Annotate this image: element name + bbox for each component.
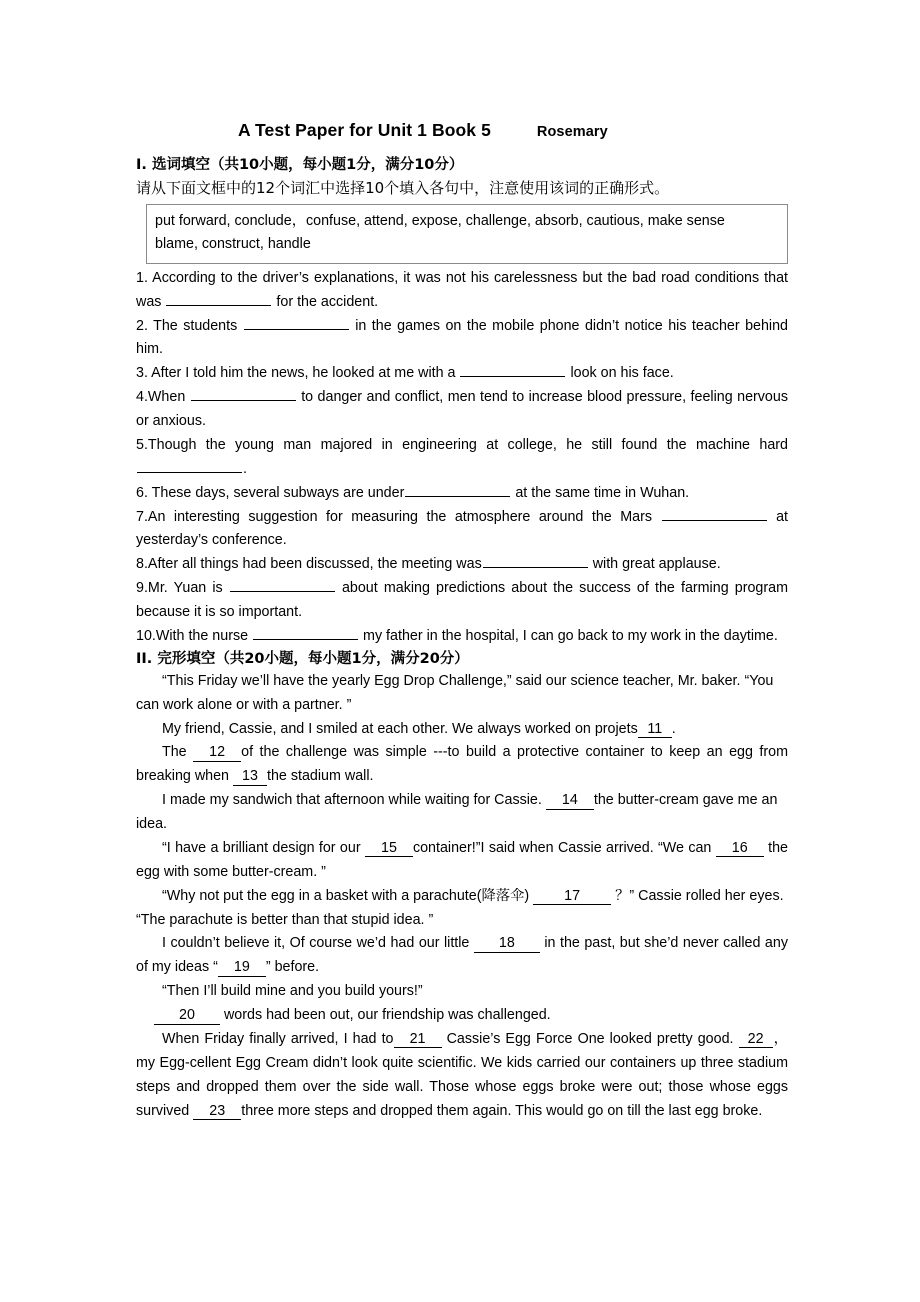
- cloze-blank-18[interactable]: 18: [474, 935, 540, 952]
- question-3-text-before: 3. After I told him the news, he looked at me with a: [136, 365, 456, 382]
- page-title-text: A Test Paper for Unit 1 Book 5: [238, 120, 491, 140]
- cloze-paragraph-7-before: I couldn’t believe it, Of course we’d had our little: [162, 935, 470, 952]
- cloze-paragraph-10-before: When Friday finally arrived, I had to: [162, 1030, 394, 1047]
- question-5-blank[interactable]: [137, 458, 242, 473]
- cloze-paragraph-2-before: My friend, Cassie, and I smiled at each other. We always worked on projets: [162, 720, 638, 737]
- cloze-paragraph-5-before: “I have a brilliant design for our: [162, 839, 361, 856]
- cloze-blank-16[interactable]: 16: [716, 840, 764, 857]
- question-4-text-after: to danger and conflict, men tend to increase blood pressure, feeling nervous or anxious.: [136, 389, 788, 430]
- question-8-text-after: with great applause.: [592, 556, 721, 573]
- section-one-heading: I. 选词填空（共10小题，每小题1分，满分10分）: [136, 157, 464, 173]
- cloze-paragraph-6-after: ？” Cassie rolled her eyes. “The parachute is better than that stupid idea. ”: [136, 887, 784, 928]
- question-7-text-after: at yesterday’s conference.: [136, 508, 788, 549]
- cloze-paragraph-1-text: “This Friday we’ll have the yearly Egg Drop Challenge,” said our science teacher, Mr. baker. “You can work alone or with a partner. ”: [136, 672, 774, 713]
- cloze-paragraph-5: [136, 837, 788, 885]
- cloze-blank-23[interactable]: 23: [193, 1103, 241, 1120]
- cloze-blank-20[interactable]: 20: [154, 1007, 220, 1024]
- page-title: [136, 120, 788, 141]
- cloze-paragraph-9: [136, 1004, 788, 1028]
- question-10-text-before: 10.With the nurse: [136, 627, 249, 644]
- question-2-text-before: 2. The students: [136, 317, 238, 334]
- cloze-blank-12[interactable]: 12: [193, 744, 241, 761]
- question-6-blank[interactable]: [405, 482, 510, 497]
- question-4: [136, 386, 788, 434]
- cloze-blank-17[interactable]: 17: [533, 888, 611, 905]
- word-bank-box: [146, 204, 788, 264]
- cloze-paragraph-2: [136, 718, 788, 742]
- question-4-text-before: 4.When: [136, 389, 186, 406]
- question-10: [136, 625, 788, 649]
- question-6: [136, 482, 788, 506]
- cloze-blank-14[interactable]: 14: [546, 792, 594, 809]
- word-bank-line-2: blame, construct, handle: [155, 235, 311, 252]
- question-9: [136, 577, 788, 625]
- cloze-paragraph-8: [136, 980, 788, 1004]
- cloze-paragraph-9-after: words had been out, our friendship was challenged.: [223, 1007, 551, 1024]
- cloze-paragraph-7-after: ” before.: [265, 959, 320, 976]
- question-1-text-before: 1. According to the driver’s explanations, it was not his carelessness but the bad road conditions that was: [136, 269, 788, 310]
- cloze-paragraph-3-before: The: [162, 744, 187, 761]
- question-1-text-after: for the accident.: [276, 293, 379, 310]
- question-2-blank[interactable]: [244, 315, 349, 330]
- cloze-paragraph-10: [136, 1028, 788, 1124]
- cloze-paragraph-5-mid: container!”I said when Cassie arrived. “We can: [412, 839, 712, 856]
- question-3: [136, 362, 788, 386]
- question-9-blank[interactable]: [230, 578, 335, 593]
- question-5-text-after: .: [243, 460, 247, 477]
- question-2-text-after: in the games on the mobile phone didn’t notice his teacher behind him.: [136, 317, 789, 358]
- document-content: [136, 120, 788, 1123]
- cloze-blank-21[interactable]: 21: [394, 1031, 442, 1048]
- question-10-blank[interactable]: [253, 625, 358, 640]
- question-7: [136, 506, 788, 554]
- word-bank-line-1: put forward, conclude，confuse, attend, expose, challenge, absorb, cautious, make sense: [155, 212, 725, 229]
- cloze-paragraph-5-after: the egg with some butter-cream. ”: [136, 839, 788, 880]
- question-3-text-after: look on his face.: [570, 365, 674, 382]
- question-9-text-after: about making predictions about the success of the farming program because it is so important.: [136, 580, 788, 621]
- cloze-paragraph-6: [136, 885, 788, 933]
- cloze-paragraph-2-after: .: [671, 720, 676, 737]
- question-9-text-before: 9.Mr. Yuan is: [136, 580, 223, 597]
- question-8: [136, 553, 788, 577]
- question-8-text-before: 8.After all things had been discussed, the meeting was: [136, 556, 482, 573]
- cloze-paragraph-7: [136, 932, 788, 980]
- question-7-blank[interactable]: [662, 506, 767, 521]
- cloze-blank-19[interactable]: 19: [218, 959, 266, 976]
- question-7-text-before: 7.An interesting suggestion for measuring the atmosphere around the Mars: [136, 508, 653, 525]
- cloze-blank-13[interactable]: 13: [233, 768, 267, 785]
- question-2: [136, 315, 788, 363]
- cloze-blank-22[interactable]: 22: [739, 1031, 773, 1048]
- cloze-paragraph-8-text: “Then I’ll build mine and you build yours!”: [162, 983, 423, 1000]
- cloze-paragraph-3-mid: of the challenge was simple ---to build a protective container to keep an egg from breaking when: [136, 744, 788, 785]
- section-one-instruction: 请从下面文框中的12个词汇中选择10个填入各句中，注意使用该词的正确形式。: [136, 179, 670, 198]
- question-1: [136, 267, 788, 315]
- cloze-paragraph-1: [136, 670, 788, 718]
- cloze-paragraph-10-mid2: ，my Egg-cellent Egg Cream didn’t look quite scientific. We kids carried our containers up three stadium steps and dropped them over the side wall. Those whose eggs broke were out; those whose eggs survived: [136, 1030, 788, 1119]
- cloze-paragraph-4: [136, 789, 788, 837]
- question-5-text-before: 5.Though the young man majored in engineering at college, he still found the machine hard: [136, 436, 788, 453]
- cloze-paragraph-10-mid: Cassie’s Egg Force One looked pretty good.: [446, 1030, 734, 1047]
- cloze-paragraph-3: [136, 741, 788, 789]
- cloze-paragraph-7-mid: in the past, but she’d never called any of my ideas “: [136, 935, 788, 976]
- cloze-blank-11[interactable]: 11: [638, 721, 672, 738]
- cloze-paragraph-4-before: I made my sandwich that afternoon while waiting for Cassie.: [162, 792, 542, 809]
- cloze-paragraph-10-after: three more steps and dropped them again. This would go on till the last egg broke.: [241, 1102, 763, 1119]
- section-two-heading: II. 完形填空（共20小题，每小题1分，满分20分）: [136, 650, 469, 667]
- cloze-paragraph-3-after: the stadium wall.: [266, 768, 374, 785]
- question-4-blank[interactable]: [191, 387, 296, 402]
- cloze-blank-15[interactable]: 15: [365, 840, 413, 857]
- question-10-text-after: my father in the hospital, I can go back to my work in the daytime.: [363, 627, 778, 644]
- question-5: [136, 434, 788, 482]
- question-8-blank[interactable]: [483, 554, 588, 569]
- cloze-paragraph-4-after: the butter-cream gave me an idea.: [136, 792, 778, 833]
- question-6-text-before: 6. These days, several subways are under: [136, 484, 405, 501]
- question-1-blank[interactable]: [166, 291, 271, 306]
- cloze-paragraph-6-before: “Why not put the egg in a basket with a parachute(降落伞): [162, 887, 530, 904]
- author-name: Rosemary: [536, 124, 608, 140]
- question-3-blank[interactable]: [460, 363, 565, 378]
- question-6-text-after: at the same time in Wuhan.: [515, 484, 690, 501]
